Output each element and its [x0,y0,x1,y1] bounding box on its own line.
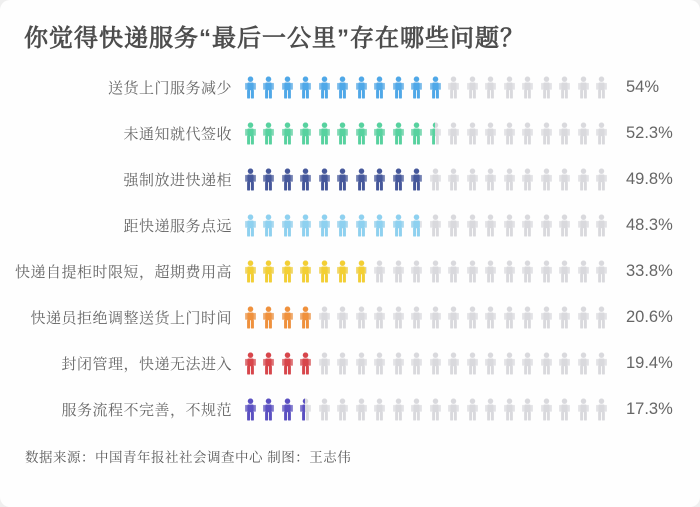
person-icon [593,347,612,379]
percent-label: 20.6% [626,307,673,326]
person-icon [278,117,297,149]
person-icon [371,255,390,287]
person-icon [593,163,612,195]
person-icon [241,347,260,379]
person-icon [574,71,593,103]
person-icon [297,347,313,379]
person-icon [260,301,279,333]
person-icon [463,393,482,425]
pictogram-strip [241,301,611,333]
person-icon [389,117,408,149]
person-icon [482,71,501,103]
pictogram-strip [241,347,611,379]
chart-row [0,386,700,432]
person-icon [426,255,445,287]
person-icon [408,255,427,287]
person-icon [593,255,612,287]
row-label: 送货上门服务减少 [107,79,232,97]
person-icon [519,209,538,241]
row-label: 快递员拒绝调整送货上门时间 [30,309,232,327]
pictogram-fill-layer [241,163,425,195]
person-icon [408,71,427,103]
percent-label: 54% [626,77,660,96]
person-icon [297,117,316,149]
person-icon [278,71,297,103]
pictogram-fill-layer [241,347,313,379]
person-icon [556,255,575,287]
person-icon [556,117,575,149]
person-icon [408,301,427,333]
person-icon [519,347,538,379]
person-icon [315,71,334,103]
person-icon [500,347,519,379]
person-icon [278,163,297,195]
person-icon [389,163,408,195]
person-icon [389,301,408,333]
chart-row [0,294,700,340]
chart-row [0,202,700,248]
person-icon [241,255,260,287]
person-icon [389,255,408,287]
person-icon [537,209,556,241]
row-label: 距快递服务点远 [123,217,232,235]
person-icon [241,117,260,149]
pictogram-fill-layer [241,393,305,425]
person-icon [593,117,612,149]
person-icon [352,209,371,241]
person-icon [334,347,353,379]
row-label: 封闭管理，快递无法进入 [61,355,232,373]
person-icon [260,209,279,241]
row-label: 快递自提柜时限短，超期费用高 [14,263,232,281]
person-icon [260,255,279,287]
person-icon [519,393,538,425]
person-icon [500,163,519,195]
percent-label: 33.8% [626,261,673,280]
percent-label: 17.3% [626,399,673,418]
person-icon [556,71,575,103]
person-icon [297,255,316,287]
person-icon [519,163,538,195]
person-icon [445,117,464,149]
person-icon [537,255,556,287]
person-icon [334,301,353,333]
person-icon [371,393,390,425]
chart-row [0,156,700,202]
person-icon [408,347,427,379]
person-icon [426,71,441,103]
person-icon [315,393,334,425]
pictogram-strip [241,71,611,103]
percent-label: 49.8% [626,169,673,188]
person-icon [593,393,612,425]
person-icon [371,209,390,241]
person-icon [389,71,408,103]
person-icon [260,117,279,149]
person-icon [297,209,316,241]
person-icon [519,301,538,333]
person-icon [537,117,556,149]
pictogram-strip [241,163,611,195]
row-label: 服务流程不完善，不规范 [61,401,232,419]
person-icon [500,209,519,241]
person-icon [260,393,279,425]
pictogram-strip [241,209,611,241]
person-icon [574,117,593,149]
person-icon [297,71,316,103]
person-icon [371,117,390,149]
person-icon [574,301,593,333]
person-icon [408,209,420,241]
person-icon [334,117,353,149]
person-icon [260,163,279,195]
person-icon [556,163,575,195]
person-icon [241,163,260,195]
person-icon [537,163,556,195]
pictogram-fill-layer [241,209,420,241]
person-icon [500,71,519,103]
percent-label: 52.3% [626,123,673,142]
person-icon [519,71,538,103]
percent-label: 48.3% [626,215,673,234]
person-icon [278,347,297,379]
person-icon [426,301,445,333]
person-icon [352,393,371,425]
person-icon [315,255,334,287]
person-icon [241,301,260,333]
pictogram-chart [0,64,700,432]
person-icon [315,117,334,149]
person-icon [315,301,334,333]
person-icon [260,347,279,379]
person-icon [297,163,316,195]
pictogram-fill-layer [241,255,366,287]
person-icon [278,301,297,333]
pictogram-active-icons [241,163,425,195]
person-icon [408,117,427,149]
person-icon [352,163,371,195]
chart-row [0,64,700,110]
person-icon [500,255,519,287]
person-icon [482,163,501,195]
person-icon [537,71,556,103]
person-icon [445,301,464,333]
person-icon [260,71,279,103]
person-icon [537,301,556,333]
chart-row [0,110,700,156]
person-icon [241,209,260,241]
person-icon [463,117,482,149]
person-icon [463,347,482,379]
person-icon [574,163,593,195]
person-icon [574,393,593,425]
person-icon [593,71,612,103]
person-icon [482,209,501,241]
person-icon [593,209,612,241]
pictogram-strip [241,393,611,425]
person-icon [463,71,482,103]
pictogram-active-icons [241,301,317,333]
person-icon [482,347,501,379]
chart-row [0,248,700,294]
person-icon [315,347,334,379]
percent-label: 19.4% [626,353,673,372]
person-icon [352,117,371,149]
pictogram-fill-layer [241,117,435,149]
person-icon [482,301,501,333]
person-icon [352,301,371,333]
person-icon [500,301,519,333]
pictogram-strip [241,117,611,149]
person-icon [574,347,593,379]
person-icon [371,71,390,103]
person-icon [445,209,464,241]
person-icon [334,163,353,195]
person-icon [445,163,464,195]
pictogram-fill-layer [241,301,317,333]
person-icon [371,301,390,333]
person-icon [389,347,408,379]
person-icon [482,117,501,149]
person-icon [408,163,426,195]
person-icon [556,209,575,241]
person-icon [537,393,556,425]
pictogram-fill-layer [241,71,441,103]
pictogram-active-icons [241,393,305,425]
row-label: 强制放进快递柜 [123,171,232,189]
person-icon [445,393,464,425]
source-note: 数据来源：中国青年报社社会调查中心 制图：王志伟 [25,450,352,465]
row-label: 未通知就代签收 [123,125,232,143]
person-icon [352,347,371,379]
person-icon [278,393,297,425]
person-icon [426,163,445,195]
person-icon [371,163,390,195]
person-icon [463,163,482,195]
person-icon [463,255,482,287]
person-icon [574,209,593,241]
person-icon [463,301,482,333]
person-icon [574,255,593,287]
pictogram-active-icons [241,347,313,379]
person-icon [315,301,317,333]
person-icon [426,393,445,425]
person-icon [352,255,366,287]
person-icon [426,347,445,379]
person-icon [352,71,371,103]
person-icon [315,209,334,241]
person-icon [426,209,445,241]
person-icon [297,393,306,425]
person-icon [519,255,538,287]
pictogram-active-icons [241,255,366,287]
person-icon [500,393,519,425]
person-icon [315,163,334,195]
person-icon [445,255,464,287]
person-icon [241,71,260,103]
pictogram-active-icons [241,117,435,149]
person-icon [408,393,427,425]
person-icon [500,117,519,149]
person-icon [445,71,464,103]
person-icon [278,255,297,287]
person-icon [556,347,575,379]
person-icon [278,209,297,241]
person-icon [482,255,501,287]
person-icon [537,347,556,379]
chart-row [0,340,700,386]
person-icon [556,301,575,333]
person-icon [334,209,353,241]
person-icon [445,347,464,379]
person-icon [334,393,353,425]
person-icon [389,209,408,241]
person-icon [371,347,390,379]
person-icon [389,393,408,425]
pictogram-active-icons [241,71,441,103]
person-icon [519,117,538,149]
page-title: 你觉得快递服务“最后一公里”存在哪些问题？ [24,25,525,52]
person-icon [334,255,353,287]
person-icon [593,301,612,333]
pictogram-strip [241,255,611,287]
person-icon [556,393,575,425]
person-icon [334,71,353,103]
person-icon [297,301,316,333]
person-icon [241,393,260,425]
person-icon [482,393,501,425]
person-icon [463,209,482,241]
pictogram-active-icons [241,209,420,241]
person-icon [426,117,435,149]
